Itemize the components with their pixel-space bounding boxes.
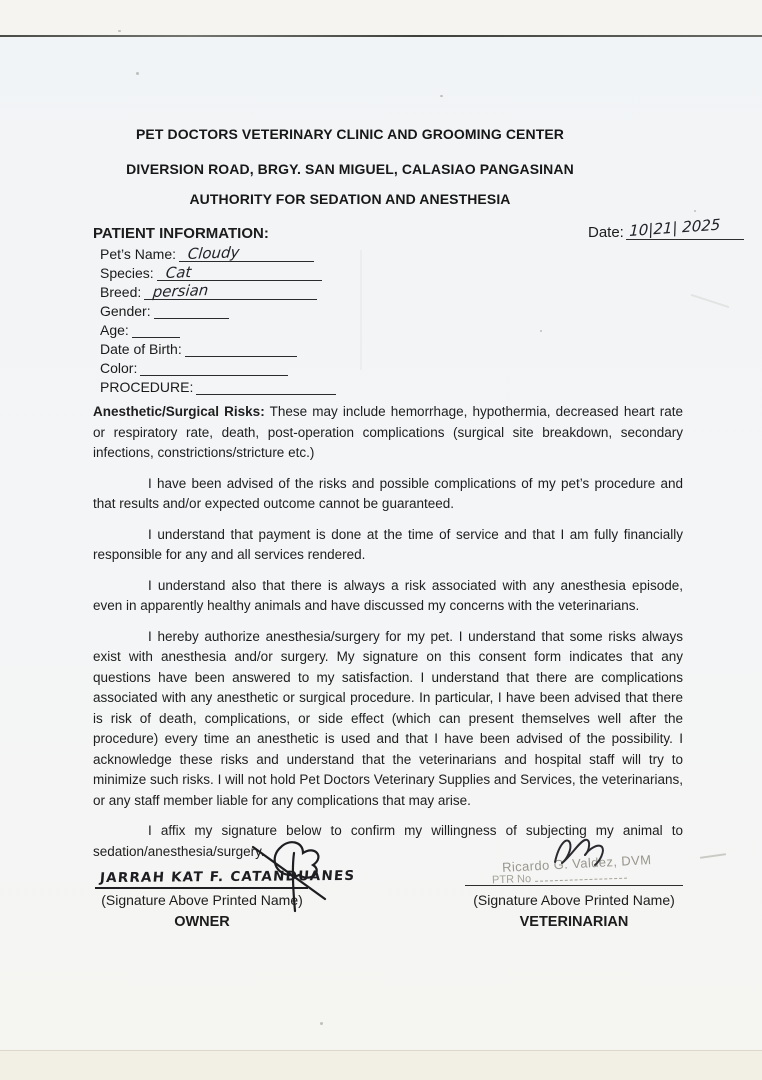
- clinic-address: DIVERSION ROAD, BRGY. SAN MIGUEL, CALASIAO PANGASINAN: [126, 161, 574, 177]
- vet-signature-icon: [549, 830, 613, 870]
- field-value: Cloudy: [187, 243, 241, 263]
- patient-info-fields: [100, 243, 336, 398]
- scan-speck: [440, 95, 443, 97]
- field-label: Date of Birth:: [100, 341, 182, 357]
- field-label: Age:: [100, 322, 129, 338]
- consent-body: [93, 402, 683, 872]
- vet-stamp-name: Ricardo G. Valdez, DVM: [501, 852, 652, 875]
- form-title: AUTHORITY FOR SEDATION AND ANESTHESIA: [189, 191, 511, 207]
- date-label: Date:: [588, 224, 624, 241]
- patient-info-heading: PATIENT INFORMATION:: [93, 225, 269, 242]
- field-row: [100, 303, 336, 322]
- scanner-background-top: [0, 0, 762, 35]
- field-row: [100, 322, 336, 341]
- scan-speck: [320, 1022, 323, 1025]
- consent-paragraph: I understand also that there is always a risk associated with any anesthesia episode, even in apparently healthy animals and have discussed my concerns with the veterinarians.: [93, 577, 683, 613]
- scanner-background-bottom: [0, 1050, 762, 1080]
- field-value: Cat: [164, 263, 192, 282]
- date-value: 10|21| 2025: [628, 215, 721, 240]
- vet-stamp-ptr-dashes: [535, 872, 627, 882]
- field-label: Gender:: [100, 303, 151, 319]
- risks-paragraph: [93, 402, 683, 464]
- consent-paragraph: I hereby authorize anesthesia/surgery for my pet. I understand that some risks always exist with anesthesia and/or surgery. My signature on this consent form indicates that any questions have been answered to my satisfaction. I understand that there are complications associated with any anesthetic or surgical procedure. In particular, I have been advised that there is risk of death, complications, or side effect (which can present themselves well after the procedure) every time an anesthetic is used and that I have been advised of the possibility. I acknowledge these risks and understand that the veterinarians and hospital staff will try to minimize such risks. I will not hold Pet Doctors Veterinary Supplies and Services, the veterinarians, or any staff member liable for any complications that may arise.: [93, 628, 683, 808]
- consent-paragraph: I understand that payment is done at the time of service and that I am fully financially responsible for any and all services rendered.: [93, 526, 683, 562]
- field-label: Species:: [100, 265, 154, 281]
- field-row: [100, 243, 336, 265]
- field-value: persian: [152, 280, 210, 301]
- field-underline: [144, 280, 317, 301]
- field-label: Breed:: [100, 284, 142, 300]
- vet-stamp-ptr-label: PTR No: [491, 872, 532, 887]
- owner-printed-name: JARRAH KAT F. CATANDUANES: [99, 867, 356, 887]
- scan-speck: [136, 72, 139, 75]
- field-row: [100, 265, 336, 284]
- field-underline: [157, 265, 322, 281]
- field-row: [100, 360, 336, 379]
- risks-text: These may include hemorrhage, hypothermia, decreased heart rate or respiratory rate, death, post-operation complications (surgical site breakdown, secondary infections, constrictions/stricture etc.): [93, 404, 683, 460]
- field-label: Pet’s Name:: [100, 246, 176, 262]
- field-underline: [196, 379, 336, 395]
- field-underline: [179, 243, 314, 263]
- field-label: PROCEDURE:: [100, 379, 194, 395]
- date-field: [588, 215, 744, 241]
- field-label: Color:: [100, 360, 138, 376]
- date-underline: [626, 215, 744, 240]
- scan-speck: [694, 210, 696, 212]
- scan-speck: [540, 330, 542, 332]
- field-row: [100, 379, 336, 398]
- risks-label: Anesthetic/Surgical Risks:: [93, 404, 265, 419]
- vet-signature-caption: (Signature Above Printed Name): [473, 892, 675, 908]
- scan-crease: [360, 250, 362, 370]
- owner-signature-caption: (Signature Above Printed Name): [101, 892, 303, 908]
- owner-role-label: OWNER: [174, 914, 230, 930]
- consent-paragraph: I have been advised of the risks and possible complications of my pet’s procedure and that results and/or expected outcome cannot be guaranteed.: [93, 475, 683, 511]
- consent-paragraph: I affix my signature below to confirm my willingness of subjecting my animal to sedation/anesthesia/surgery.: [93, 823, 683, 859]
- field-row: [100, 280, 336, 303]
- field-underline: [154, 303, 229, 319]
- field-underline: [140, 360, 288, 376]
- field-row: [100, 341, 336, 360]
- field-underline: [132, 322, 180, 338]
- vet-role-label: VETERINARIAN: [519, 914, 629, 930]
- clinic-name: PET DOCTORS VETERINARY CLINIC AND GROOMING CENTER: [135, 126, 565, 142]
- scan-speck: [118, 30, 121, 32]
- field-underline: [185, 341, 297, 357]
